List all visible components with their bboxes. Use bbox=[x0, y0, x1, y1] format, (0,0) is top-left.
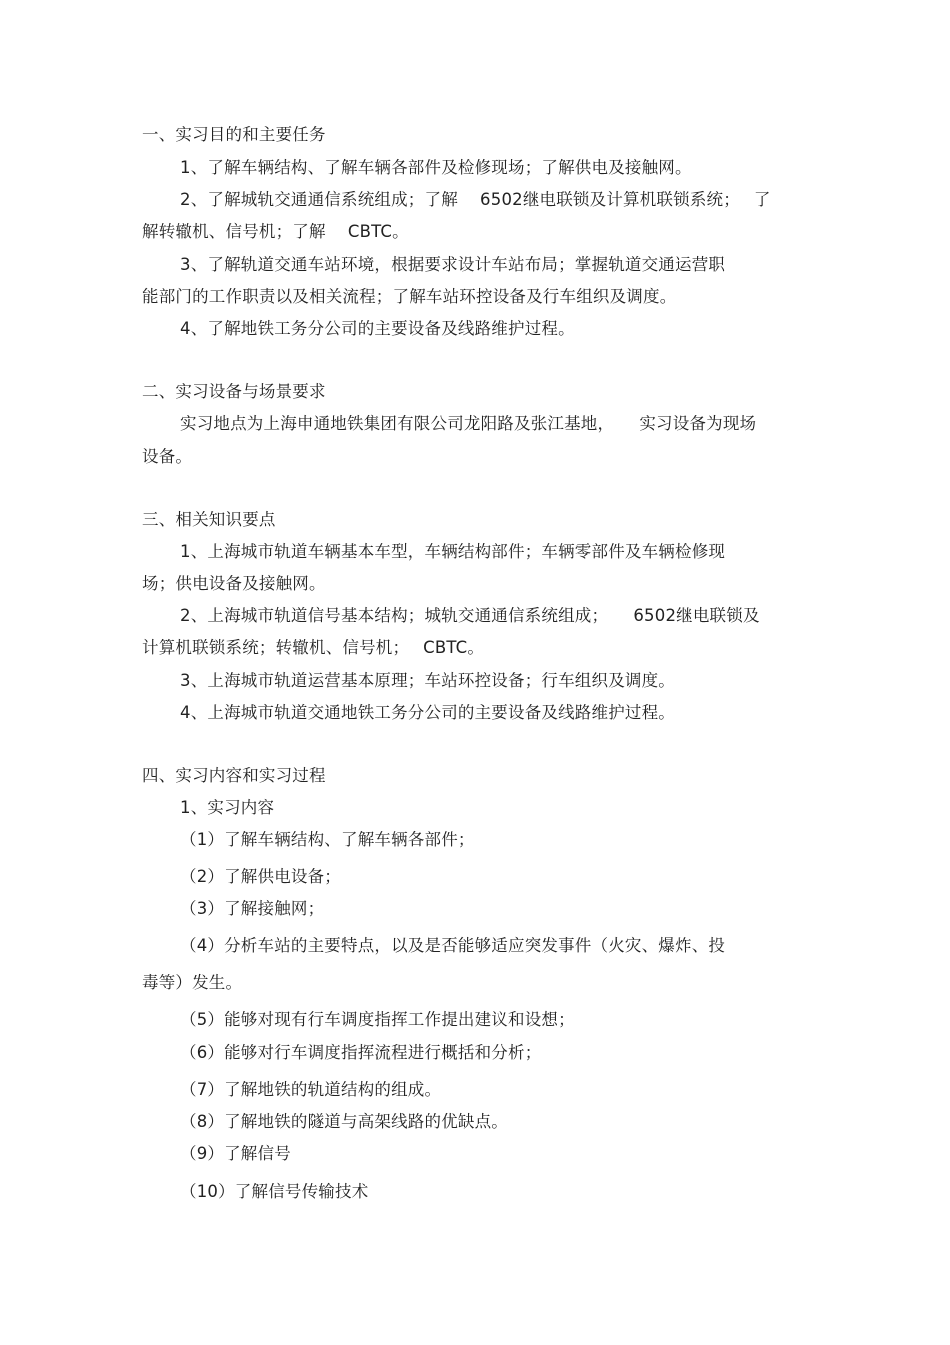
section-heading: 三、相关知识要点 bbox=[142, 510, 276, 529]
paragraph-line: 2、上海城市轨道信号基本结构；城轨交通通信系统组成； 6502继电联锁及 bbox=[180, 606, 760, 625]
list-item: （7）了解地铁的轨道结构的组成。 bbox=[180, 1080, 442, 1099]
subheading: 1、实习内容 bbox=[180, 798, 275, 817]
list-item-continuation: 毒等）发生。 bbox=[142, 973, 243, 992]
paragraph-line: 设备。 bbox=[142, 447, 193, 466]
list-item: （3）了解接触网； bbox=[180, 899, 325, 918]
paragraph-line: 场；供电设备及接触网。 bbox=[142, 574, 326, 593]
paragraph-line: 计算机联锁系统；转辙机、信号机； CBTC。 bbox=[142, 638, 485, 657]
paragraph-line: 2、了解城轨交通通信系统组成；了解 6502继电联锁及计算机联锁系统； 了 bbox=[180, 190, 771, 209]
paragraph-line: 3、了解轨道交通车站环境，根据要求设计车站布局；掌握轨道交通运营职 bbox=[180, 255, 726, 274]
section-heading: 四、实习内容和实习过程 bbox=[142, 766, 326, 785]
paragraph-line: 4、上海城市轨道交通地铁工务分公司的主要设备及线路维护过程。 bbox=[180, 703, 675, 722]
list-item: （9）了解信号 bbox=[180, 1144, 291, 1163]
list-item: （2）了解供电设备； bbox=[180, 867, 341, 886]
list-item: （1）了解车辆结构、了解车辆各部件； bbox=[180, 830, 475, 849]
paragraph-line: 3、上海城市轨道运营基本原理；车站环控设备；行车组织及调度。 bbox=[180, 671, 675, 690]
paragraph-line: 实习地点为上海申通地铁集团有限公司龙阳路及张江基地， 实习设备为现场 bbox=[180, 414, 757, 433]
paragraph-line: 1、上海城市轨道车辆基本车型，车辆结构部件；车辆零部件及车辆检修现 bbox=[180, 542, 726, 561]
list-item: （5）能够对现有行车调度指挥工作提出建议和设想； bbox=[180, 1010, 575, 1029]
paragraph-line: 4、了解地铁工务分公司的主要设备及线路维护过程。 bbox=[180, 319, 575, 338]
list-item: （8）了解地铁的隧道与高架线路的优缺点。 bbox=[180, 1112, 508, 1131]
list-item: （10）了解信号传输技术 bbox=[180, 1182, 369, 1201]
list-item: （6）能够对行车调度指挥流程进行概括和分析； bbox=[180, 1043, 542, 1062]
paragraph-line: 1、了解车辆结构、了解车辆各部件及检修现场；了解供电及接触网。 bbox=[180, 158, 692, 177]
paragraph-line: 能部门的工作职责以及相关流程；了解车站环控设备及行车组织及调度。 bbox=[142, 287, 677, 306]
section-heading: 二、实习设备与场景要求 bbox=[142, 382, 326, 401]
paragraph-line: 解转辙机、信号机；了解 CBTC。 bbox=[142, 222, 409, 241]
list-item: （4）分析车站的主要特点，以及是否能够适应突发事件（火灾、爆炸、投 bbox=[180, 936, 726, 955]
section-heading: 一、实习目的和主要任务 bbox=[142, 125, 326, 144]
